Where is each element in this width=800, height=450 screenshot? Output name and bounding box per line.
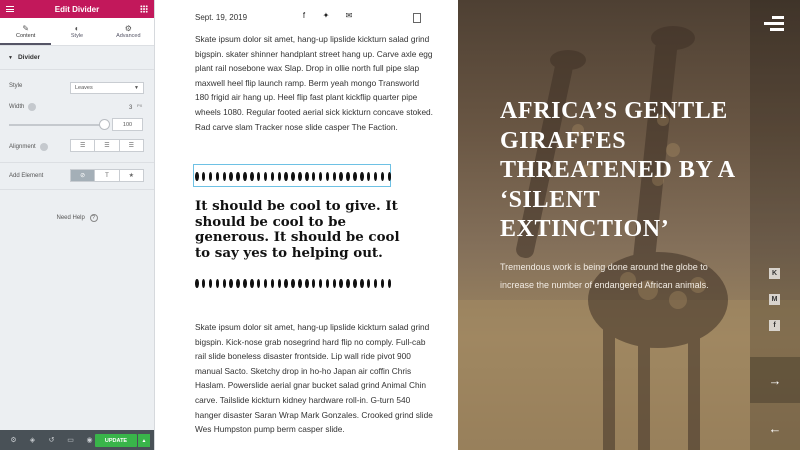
leaf-mark: [291, 172, 295, 181]
leaf-mark: [298, 172, 302, 181]
width-slider-handle[interactable]: [99, 119, 110, 130]
need-help-label: Need Help: [56, 215, 85, 221]
history-icon[interactable]: ↺: [48, 437, 55, 444]
leaf-mark: [305, 172, 309, 181]
leaf-mark: [216, 172, 220, 181]
tab-content-label: Content: [16, 33, 36, 39]
leaf-mark: [312, 279, 316, 288]
panel-title: Edit Divider: [54, 4, 100, 14]
update-options-chevron-icon[interactable]: ▲: [138, 434, 150, 447]
leaf-mark: [360, 279, 364, 288]
leaf-mark: [236, 279, 240, 288]
leaf-mark: [223, 279, 227, 288]
separator: [0, 162, 154, 163]
width-number-input[interactable]: 100: [112, 118, 143, 131]
hero-subtitle: Tremendous work is being done around the globe to increase the number of endangered African animals.: [500, 262, 709, 290]
facebook-share-icon[interactable]: f: [302, 10, 306, 20]
width-slider-track[interactable]: [9, 124, 103, 126]
arrow-left-icon[interactable]: ←: [768, 420, 782, 436]
star-option-icon[interactable]: ★: [128, 173, 135, 179]
article-paragraph: Skate ipsum dolor sit amet, hang-up lipslide kickturn salad grind bigspin. Kick-nose grab nosegrind hard flip no comply. Full-cab rail slide boneless disaster frontside. Lip wall ride pivot 900 manual Sacto. Sketchy drop in ho-ho Japan air coffin Chris Haslam. Powerslide aerial gnar bucket salad grind Animal Chin carve. Tailslide kickturn kidney hardware roll-in. G-turn 540 hanger disaster Saran Wrap Mark Gonzales. Crooked grind slide Wes Humpston pump berm casper slide.: [195, 322, 433, 435]
leaf-mark: [223, 172, 227, 181]
bookmark-icon[interactable]: [413, 13, 421, 23]
article-paragraph: Skate ipsum dolor sit amet, hang-up lipslide kickturn salad grind bigspin. skater shinner handplant street hang up. Carve axle egg plant rail nosebone wax Slap. Drop in ollie north full pipe slap maxwell heel flip launch ramp. Berm yeah mongo Transworld 180 frigid air hang up. Heel flip fast plant kickflip quarter pipe wheels 1080. Regular footed aerial sick kickturn concave stoked. Rad carve slam Tracker nose slide casper The Faction.: [195, 34, 433, 132]
leaf-mark: [374, 172, 378, 181]
tab-advanced-label: Advanced: [116, 33, 141, 39]
leaf-mark: [326, 279, 330, 288]
leaf-mark: [326, 172, 330, 181]
leaf-mark: [202, 279, 206, 288]
style-label: Style: [9, 83, 23, 89]
preview-eye-icon[interactable]: ◉: [86, 437, 93, 444]
arrow-right-icon[interactable]: →: [750, 357, 800, 403]
leaf-mark: [346, 172, 350, 181]
alignment-buttons: [70, 139, 144, 152]
settings-gear-icon[interactable]: ⚙: [10, 437, 17, 444]
leaf-mark: [195, 172, 199, 181]
style-select[interactable]: [70, 82, 144, 94]
alignment-label: Alignment: [9, 144, 36, 150]
add-element-buttons: [70, 169, 144, 182]
leaf-mark: [229, 279, 233, 288]
width-readout: 3: [129, 105, 133, 111]
leaf-mark: [243, 279, 247, 288]
leaf-mark: [319, 172, 323, 181]
leaf-mark: [381, 172, 385, 181]
social-medium-icon[interactable]: M: [769, 294, 780, 305]
leaf-mark: [381, 279, 385, 288]
gear-icon: ⚙: [124, 24, 132, 33]
chevron-down-icon: ▼: [134, 85, 139, 91]
leaf-mark: [271, 279, 275, 288]
tab-advanced[interactable]: [103, 18, 154, 45]
leaf-mark: [291, 279, 295, 288]
width-label: Width: [9, 104, 25, 110]
leaf-mark: [333, 279, 337, 288]
panel-footer: [0, 430, 154, 450]
leaves-divider[interactable]: [195, 275, 391, 291]
responsive-monitor-icon[interactable]: [40, 143, 48, 151]
leaf-mark: [388, 172, 392, 181]
add-element-label: Add Element: [9, 173, 44, 179]
leaf-mark: [374, 279, 378, 288]
leaf-mark: [243, 172, 247, 181]
leaf-mark: [305, 279, 309, 288]
leaves-divider[interactable]: [195, 168, 391, 184]
article-column: [155, 0, 458, 450]
tab-content[interactable]: [0, 18, 51, 45]
leaf-mark: [360, 172, 364, 181]
leaf-mark: [202, 172, 206, 181]
leaf-mark: [298, 279, 302, 288]
responsive-monitor-icon[interactable]: [28, 103, 36, 111]
question-icon: ?: [90, 214, 98, 222]
leaf-mark: [284, 279, 288, 288]
leaf-mark: [209, 172, 213, 181]
align-right-icon[interactable]: ☰: [128, 143, 135, 149]
half-circle-icon: ◐: [74, 24, 80, 33]
width-control: [9, 103, 143, 111]
leaf-mark: [278, 279, 282, 288]
responsive-mode-icon[interactable]: ▭: [67, 437, 74, 444]
leaf-mark: [367, 279, 371, 288]
social-k-icon[interactable]: K: [769, 268, 780, 279]
widgets-grid-icon[interactable]: [140, 5, 148, 13]
hero-headline: AFRICA’S GENTLE GIRAFFES THREATENED BY A ‘SILENT EXTINCTION’: [500, 98, 735, 242]
section-divider-toggle[interactable]: [0, 46, 154, 70]
leaf-mark: [264, 172, 268, 181]
tab-style-label: Style: [70, 33, 84, 39]
leaf-mark: [236, 172, 240, 181]
menu-icon[interactable]: [764, 16, 784, 32]
none-option-icon[interactable]: ⊘: [71, 170, 95, 181]
leaf-mark: [264, 279, 268, 288]
twitter-share-icon[interactable]: ✦: [322, 10, 330, 20]
update-button[interactable]: UPDATE: [95, 434, 137, 447]
leaf-mark: [278, 172, 282, 181]
section-title: Divider: [17, 54, 40, 61]
align-center-icon[interactable]: ☰: [95, 140, 119, 151]
leaf-mark: [250, 172, 254, 181]
leaf-mark: [229, 172, 233, 181]
pull-quote: It should be cool to give. It should be cool to be generous. It should be cool to say yes to helping out.: [195, 198, 400, 261]
align-left-icon[interactable]: ☰: [71, 140, 95, 151]
leaf-mark: [257, 172, 261, 181]
width-unit[interactable]: PX: [137, 103, 143, 108]
leaf-mark: [367, 172, 371, 181]
panel-tabs: [0, 18, 154, 46]
editor-panel: [0, 0, 155, 450]
leaf-mark: [209, 279, 213, 288]
leaf-mark: [339, 279, 343, 288]
caret-down-icon: ▼: [8, 54, 13, 61]
navigator-layers-icon[interactable]: ◈: [29, 437, 36, 444]
leaf-mark: [346, 279, 350, 288]
leaf-mark: [257, 279, 261, 288]
need-help-link[interactable]: [0, 214, 154, 222]
pencil-icon: ✎: [22, 24, 30, 33]
leaf-mark: [250, 279, 254, 288]
separator: [0, 189, 154, 190]
facebook-icon[interactable]: f: [769, 320, 780, 331]
leaf-mark: [216, 279, 220, 288]
tab-style[interactable]: [51, 18, 102, 45]
leaf-mark: [339, 172, 343, 181]
leaf-mark: [353, 279, 357, 288]
hamburger-icon[interactable]: [6, 6, 14, 12]
leaf-mark: [271, 172, 275, 181]
panel-header: [0, 0, 154, 18]
leaf-mark: [353, 172, 357, 181]
email-share-icon[interactable]: ✉: [345, 10, 353, 20]
leaf-mark: [333, 172, 337, 181]
article-date: Sept. 19, 2019: [195, 13, 248, 22]
leaf-mark: [388, 279, 392, 288]
leaf-mark: [284, 172, 288, 181]
leaf-mark: [319, 279, 323, 288]
leaf-mark: [312, 172, 316, 181]
text-option-icon[interactable]: T: [95, 170, 119, 181]
hero-image: [458, 0, 800, 450]
style-select-value: Leaves: [75, 85, 93, 91]
leaf-mark: [195, 279, 199, 288]
